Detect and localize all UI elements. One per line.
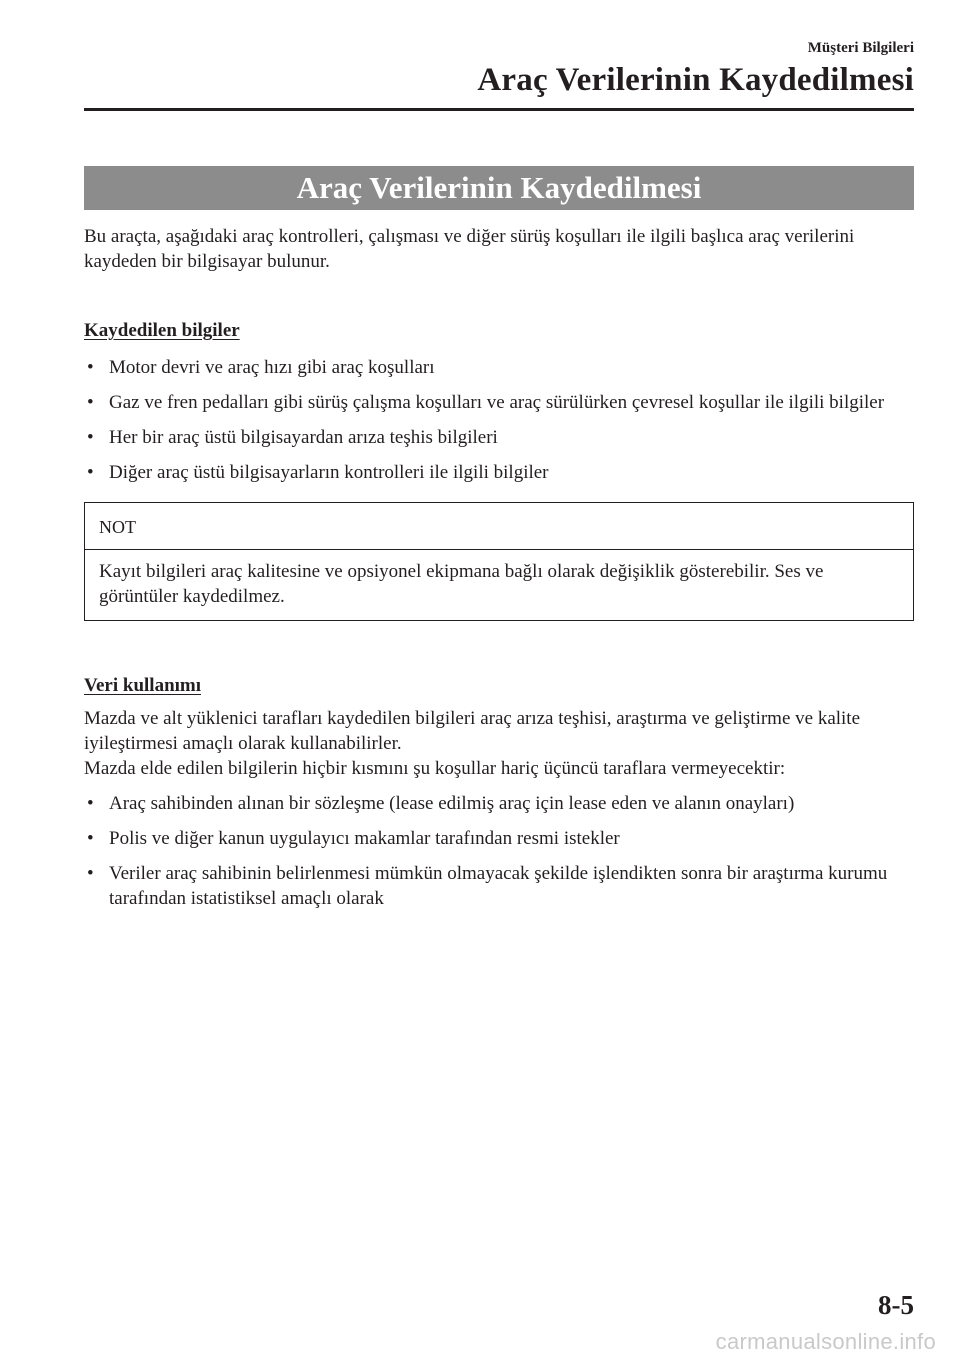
recorded-info-list xyxy=(84,355,914,485)
section-title-banner: Araç Verilerinin Kaydedilmesi xyxy=(84,166,914,210)
list-item-text: Veriler araç sahibinin belirlenmesi mümkün olmayacak şekilde işlendikten sonra bir araştırma kurumu tarafından istatistiksel amaçlı olarak xyxy=(109,863,888,909)
page-content xyxy=(84,224,914,921)
usage-paragraph-2: Mazda elde edilen bilgilerin hiçbir kısmını şu koşullar hariç üçüncü taraflara vermeyecektir: xyxy=(84,758,786,779)
page-number: 8-5 xyxy=(878,1290,914,1320)
list-item-text: Gaz ve fren pedalları gibi sürüş çalışma koşulları ve araç sürülürken çevresel koşullar ile ilgili bilgiler xyxy=(109,392,885,413)
list-item-text: Diğer araç üstü bilgisayarların kontrolleri ile ilgili bilgiler xyxy=(109,462,549,483)
list-item xyxy=(84,390,914,415)
note-text: Kayıt bilgileri araç kalitesine ve opsiyonel ekipmana bağlı olarak değişiklik gösterebilir. Ses ve görüntüler kaydedilmez. xyxy=(99,561,824,607)
list-item-text: Polis ve diğer kanun uygulayıcı makamlar tarafından resmi istekler xyxy=(109,828,620,849)
list-item xyxy=(84,355,914,380)
list-item xyxy=(84,791,914,816)
data-usage-heading: Veri kullanımı xyxy=(84,675,202,696)
bullet-icon: • xyxy=(87,392,94,413)
list-item xyxy=(84,826,914,851)
list-item-text: Her bir araç üstü bilgisayardan arıza teşhis bilgileri xyxy=(109,427,498,448)
chapter-label: Müşteri Bilgileri xyxy=(807,40,914,56)
intro-paragraph: Bu araçta, aşağıdaki araç kontrolleri, çalışması ve diğer sürüş koşulları ile ilgili başlıca araç verilerini kaydeden bir bilgisayar bulunur. xyxy=(84,226,855,272)
bullet-icon: • xyxy=(87,427,94,448)
header-divider xyxy=(84,108,914,111)
list-item xyxy=(84,861,914,911)
bullet-icon: • xyxy=(87,863,94,884)
usage-paragraph-1: Mazda ve alt yüklenici tarafları kaydedilen bilgileri araç arıza teşhisi, araştırma ve geliştirme ve kalite iyileştirmesi amaçlı olarak kullanabilirler. xyxy=(84,708,861,754)
list-item xyxy=(84,460,914,485)
bullet-icon: • xyxy=(87,357,94,378)
usage-conditions-list xyxy=(84,791,914,911)
site-watermark: carmanualsonline.info xyxy=(715,1329,936,1354)
page-header-title: Araç Verilerinin Kaydedilmesi xyxy=(477,62,914,98)
list-item xyxy=(84,425,914,450)
bullet-icon: • xyxy=(87,828,94,849)
list-item-text: Motor devri ve araç hızı gibi araç koşulları xyxy=(109,357,435,378)
bullet-icon: • xyxy=(87,462,94,483)
note-box xyxy=(84,502,914,621)
bullet-icon: • xyxy=(87,793,94,814)
recorded-info-heading: Kaydedilen bilgiler xyxy=(84,320,240,341)
list-item-text: Araç sahibinden alınan bir sözleşme (lease edilmiş araç için lease eden ve alanın onayları) xyxy=(109,793,795,814)
note-label: NOT xyxy=(85,503,913,550)
